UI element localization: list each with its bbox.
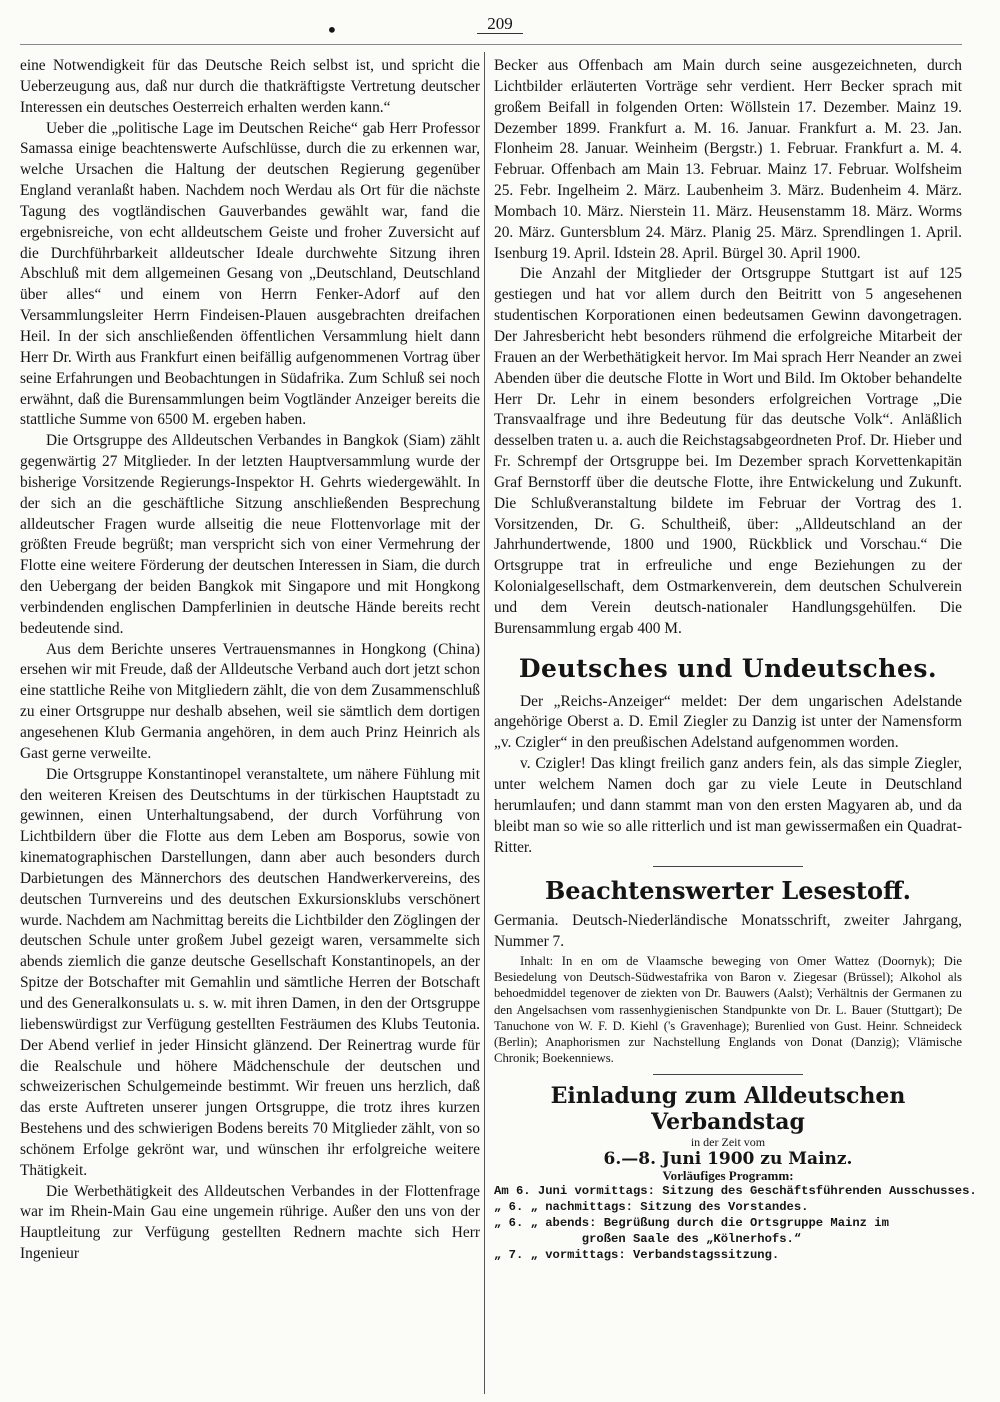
invitation-subtitle: in der Zeit vom <box>690 1135 766 1150</box>
paragraph: Becker aus Offenbach am Main durch seine ausgezeichneten, durch Lichtbilder erläuterten Vorträge sehr verdient. Herr Becker sprach mit großem Beifall in folgenden Orten: Wöllstein 17. Dezember. Mainz 19. Dezember 1899. Frankfurt a. M. 16. Januar. Frankfurt a. M. 23. Jan. Flonheim 28. Januar. Weinheim (Bergstr.) 1. Februar. Frankfurt a. M. 4. Februar. Offenbach am Main 13. Februar. Mainz 17. Februar. Wolfsheim 25. Febr. Ingelheim 2. März. Laubenheim 3. März. Budenheim 4. März. Mombach 10. März. Nierstein 11. März. Heusenstamm 18. März. Worms 20. März. Guntersblum 24. März. Planig 25. März. Sprendlingen 1. April. Isenburg 19. April. Idstein 28. April. Bürgel 30. April 1900. <box>494 57 962 262</box>
section-heading-lesestoff: Beachtenswerter Lesestoff. <box>545 876 911 906</box>
paragraph: v. Czigler! Das klingt freilich ganz anders fein, als das simple Ziegler, unter welchem Namen doch gar zu viele Leute in Deutschland herumlaufen; und dann stammt man von den ersten Magyaren ab, und da bleibt man so wie so alle ritterlich und ist man gewissermaßen ein Quadrat-Ritter. <box>494 755 962 856</box>
paragraph: eine Notwendigkeit für das Deutsche Reich selbst ist, und spricht die Ueberzeugung aus, daß nur durch die thatkräftigste Vertretung deutscher Interessen ein deutsches Oesterreich erhalten werden kann.“ <box>20 57 480 116</box>
paragraph: Die Werbethätigkeit des Alldeutschen Verbandes in der Flottenfrage war im Rhein-Main Gau eine ungemein rührige. Außer den uns von der Hauptleitung zur Verfügung gestellten Rednern machte sich Herr Ingenieur <box>20 1182 480 1263</box>
reading-contents <box>494 953 962 1066</box>
paragraph: Die Ortsgruppe des Alldeutschen Verbandes in Bangkok (Siam) zählt gegenwärtig 27 Mitglieder. In der letzten Hauptversammlung wurde der bisherige Vorsitzende Regierungs-Inspektor H. Gehrts wiedergewählt. In der sich an die geschäftliche Sitzung anschließenden Besprechung alldeutscher Fragen wurde allseitig die neue Flottenvorlage mit der größten Freude begrüßt; man verspricht sich von einer Vermehrung der Flotte eine weitere Förderung der deutschen Interessen in Siam, die durch den Uebergang der beiden Bangkok mit Singapore und mit Hongkong verbindenden englischen Dampferlinien in deutsche Hände bereits recht bedeutende sind. <box>20 432 480 637</box>
header-rule <box>20 44 962 45</box>
print-dot: • <box>326 18 338 42</box>
program-item: großen Saale des „Kölnerhofs.“ <box>494 1232 802 1247</box>
program-list <box>494 1183 977 1263</box>
paragraph: Der „Reichs-Anzeiger“ meldet: Der dem ungarischen Adelstande angehörige Oberst a. D. Emil Ziegler zu Danzig ist unter der Namensform „v. Czigler“ in den preußischen Adelstand aufgenommen worden. <box>494 692 962 752</box>
page-number-text: 209 <box>477 14 523 34</box>
reading-entry: Germania. Deutsch-Niederländische Monatsschrift, zweiter Jahrgang, Nummer 7. <box>494 912 962 951</box>
paragraph: Die Ortsgruppe Konstantinopel veranstaltete, um nähere Fühlung mit den weiteren Kreisen des Deutschtums in der türkischen Hauptstadt zu gewinnen, einen Unterhaltungsabend, der durch Vorführung von Lichtbildern über die Flotte aus dem Leben am Bosporus, sowie von kinematographischen Darstellungen, dann aber auch besonders durch Darbietungen des Männerchors des deutschen Handwerkervereins, des deutschen Turnvereins und des deutschen Exkursionsklubs verschönert wurde. Nachdem am Nachmittag bereits die Lichtbilder den Zöglingen der deutschen Schule unter großem Jubel gezeigt waren, versammelte sich abends ziemlich die ganze deutsche Gesellschaft Konstantinopels, an der Spitze der Botschafter mit Gemahlin und sämtliche Herren der Botschaft und des Generalkonsulats u. s. w. mit ihren Damen, in den der Ortsgruppe liebenswürdigst zur Verfügung gestellten Festräumen des Klubs Teutonia. Der Abend verlief in jeder Hinsicht glänzend. Der Reinertrag wurde für die Realschule und höhere Mädchenschule der deutschen und schweizerischen Schulgemeinde bestimmt. Wir freuen uns herzlich, daß das erste Auftreten unserer jungen Ortsgruppe, die trotz ihres kurzen Bestehens und des schwierigen Bodens bereits 70 Mitglieder zählt, von so schönem Erfolge gekrönt war, und wünschen ihr erfolgreiche weitere Thätigkeit. <box>20 765 480 1179</box>
program-title: Vorläufiges Programm: <box>662 1168 794 1184</box>
section-separator <box>653 1074 803 1075</box>
invitation-title: Einladung zum Alldeutschen Verbandstag <box>550 1083 906 1136</box>
paragraph: Die Anzahl der Mitglieder der Ortsgruppe Stuttgart ist auf 125 gestiegen und hat vor allem durch den Beitritt von 5 angesehenen studentischen Korporationen einen bedeutsamen Gewinn davongetragen. Der Jahresbericht hebt besonders rühmend die erfolgreiche Mitarbeit der Frauen an der Werbethätigkeit hervor. Im Mai sprach Herr Neander an zwei Abenden über die deutsche Flotte in Wort und Bild. Im Oktober behandelte Herr Dr. Lehr in einem besonders erfolgreichen Vortrage „Die Transvaalfrage und ihre Bedeutung für das deutsche Volk“. Anläßlich desselben traten u. a. auch die Reichstagsabgeordneten Prof. Dr. Hieber und Fr. Schrempf der Ortsgruppe bei. Im Dezember sprach Korvettenkapitän Graf Bernstorff über die deutsche Flotte, ihre Entwickelung und Zukunft. Die Schlußveranstaltung bildete im Februar der Vortrag des 1. Vorsitzenden, Dr. G. Schultheiß, über: „Alldeutschland an der Jahrhundertwende, 1800 und 1900, Rückblick und Vorschau.“ Die Ortsgruppe trat in erfreuliche und enge Beziehungen zu der Kolonialgesellschaft, dem Ostmarkenverein, dem deutschen Schulverein und dem Verein deutsch-nationaler Handlungsgehülfen. Die Burensammlung ergab 400 M. <box>494 265 962 637</box>
invitation-dates: 6.—8. Juni 1900 zu Mainz. <box>603 1149 853 1170</box>
section-separator <box>653 866 803 867</box>
right-column <box>494 56 977 1263</box>
program-item: Am 6. Juni vormittags: Sitzung des Geschäftsführenden Ausschusses. <box>494 1184 977 1199</box>
paragraph: Ueber die „politische Lage im Deutschen Reiche“ gab Herr Professor Samassa einige beachtenswerte Aufschlüsse, durch die zu erkennen war, welche Ursachen die Haltung der deutschen Regierung gegenüber England veranlaßt haben. Nachdem noch Werdau als Ort für die nächste Tagung des vogtländischen Gauverbandes gewählt war, fand die ergebnisreiche, von echt alldeutschem Geiste und froher Zuversicht auf die Durchführbarkeit alldeutscher Ideale durchwehte Sitzung ihren Abschluß mit dem allgemeinen Gesang von „Deutschland, Deutschland über alles“ und einem von Herrn Fenker-Adorf auf den Versammlungsleiter Herrn Findeisen-Plauen ausgebrachten dreifachen Heil. In der sich anschließenden öffentlichen Versammlung hielt dann Herr Dr. Wirth aus Frankfurt einen beifällig aufgenommenen Vortrag über seine Erfahrungen und Beobachtungen in Südafrika. Zum Schluß sei noch erwähnt, daß die Burensammlungen beim Vogtländer Anzeiger bereits die stattliche Summe von 6500 M. ergeben haben. <box>20 119 480 429</box>
program-item: „ 6. „ nachmittags: Sitzung des Vorstandes. <box>494 1200 809 1215</box>
program-item: „ 7. „ vormittags: Verbandstagssitzung. <box>494 1248 780 1263</box>
page-number <box>0 14 1000 34</box>
column-divider <box>484 52 485 1394</box>
reading-contents-text: Inhalt: In en om de Vlaamsche beweging von Omer Wattez (Doornyk); Die Besiedelung von Deutsch-Südwestafrika von Baron v. Ziegesar (Brüssel); Alkohol als behoedmiddel tegenover de ziekten von Dr. Bauwers (Aalst); Verhältnis der Germanen zu den Angelsachsen vom rassenhygienischen Standpunkte von Dr. L. Bauer (Stuttgart); De Tanuchone von W. F. D. Kiehl ('s Gravenhage); Burenlied von Gust. Heinr. Schneideck (Berlin); Anaphorismen zur Nachstellung Englands von Donat (Danzig); Vlämische Chronik; Boekenniews. <box>494 954 962 1066</box>
paragraph: Aus dem Berichte unseres Vertrauensmannes in Hongkong (China) ersehen wir mit Freude, daß der Alldeutsche Verband auch dort jetzt schon eine stattliche Reihe von Mitgliedern zählt, die von dem Zusammenschluß zu einer Ortsgruppe nur deshalb absehen, weil sie sämtlich dem dortigen angesehenen Klub Germania angehören, in dem auch Prinz Heinrich als Gast gerne verweilte. <box>20 640 480 762</box>
left-column <box>20 56 480 1265</box>
section-heading-deutsches: Deutsches und Undeutsches. <box>518 653 938 683</box>
program-item: „ 6. „ abends: Begrüßung durch die Ortsgruppe Mainz im <box>494 1216 889 1231</box>
